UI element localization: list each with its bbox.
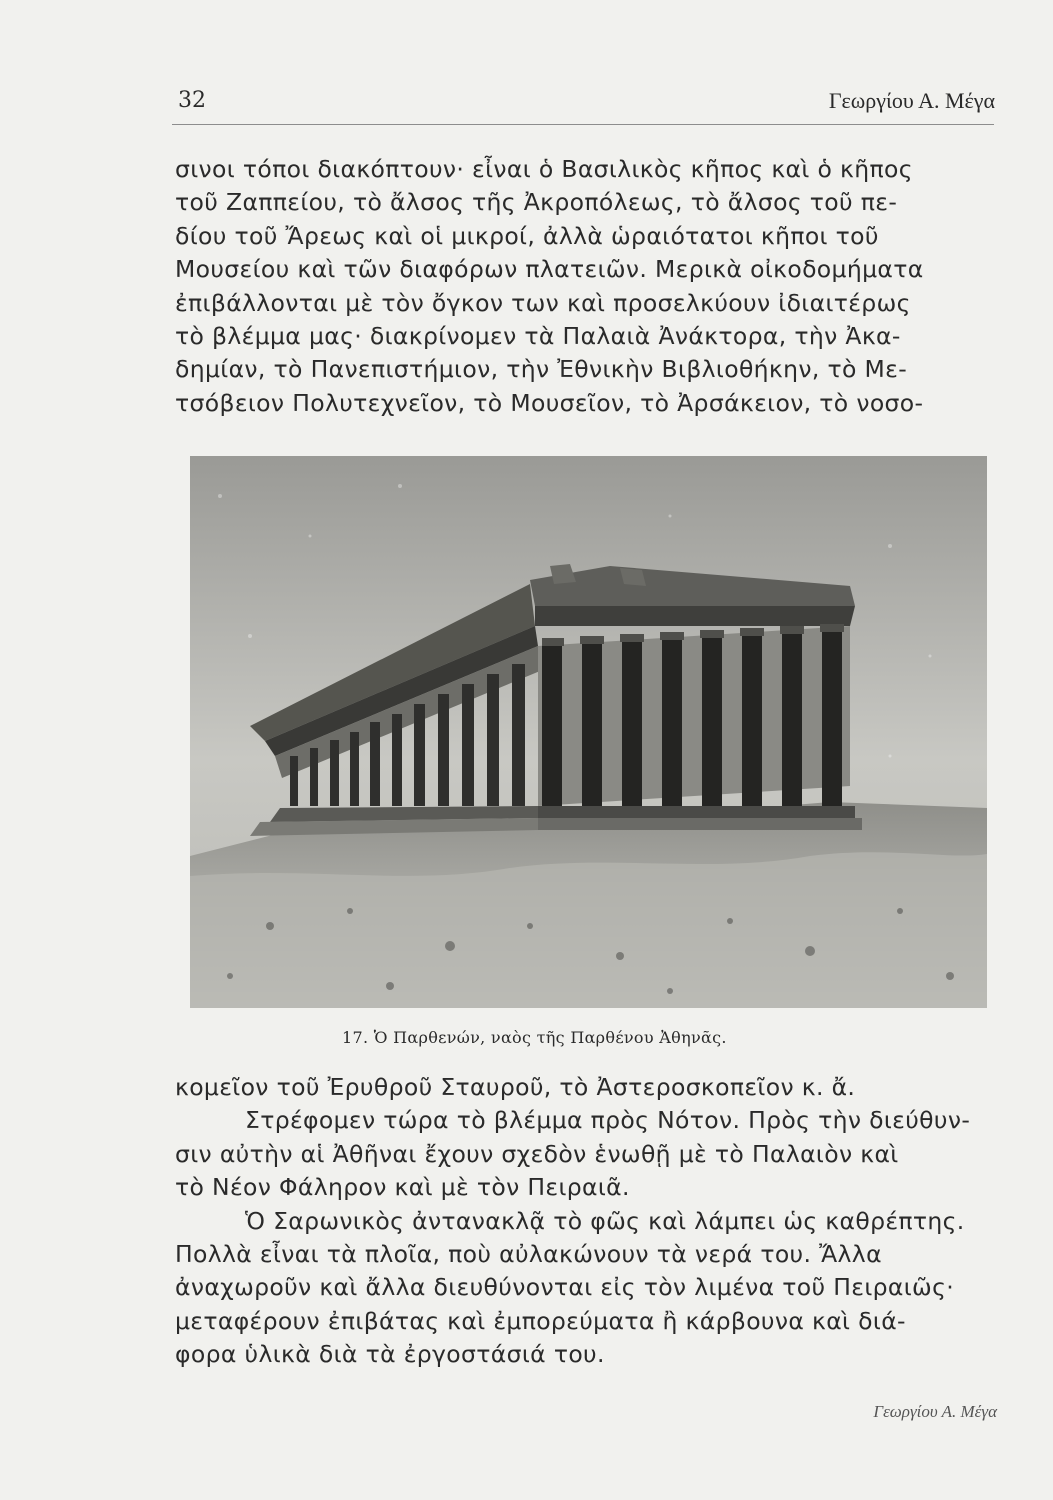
text-line: σινοι τόποι διακόπτουν· εἶναι ὁ Βασιλικὸς κῆπος καὶ ὁ κῆπος: [175, 155, 913, 183]
text-line: Ὁ Σαρωνικὸς ἀντανακλᾷ τὸ φῶς καὶ λάμπει ὡς καθρέπτης.: [245, 1206, 965, 1235]
text-line: τοῦ Ζαππείου, τὸ ἄλσος τῆς Ἀκροπόλεως, τὸ ἄλσος τοῦ πε-: [175, 188, 898, 217]
text-line: δίου τοῦ Ἄρεως καὶ οἱ μικροί, ἀλλὰ ὡραιότατοι κῆποι τοῦ: [175, 221, 879, 250]
body-text-bottom: [175, 1071, 1005, 1372]
text-line: τὸ βλέμμα μας· διακρίνομεν τὰ Παλαιὰ Ἀνάκτορα, τὴν Ἀκα-: [175, 321, 901, 350]
header-rule: [172, 124, 994, 125]
text-line: τὸ Νέον Φάληρον καὶ μὲ τὸν Πειραιᾶ.: [175, 1173, 630, 1202]
text-line: φορα ὑλικὰ διὰ τὰ ἐργοστάσιά του.: [175, 1340, 605, 1369]
text-line: τσόβειον Πολυτεχνεῖον, τὸ Μουσεῖον, τὸ Ἀρσάκειον, τὸ νοσο-: [175, 388, 924, 417]
figure-caption: 17. Ὁ Παρθενών, ναὸς τῆς Παρθένου Ἀθηνᾶς.: [342, 1028, 727, 1047]
text-line: σιν αὐτὴν αἱ Ἀθῆναι ἔχουν σχεδὸν ἑνωθῇ μὲ τὸ Παλαιὸν καὶ: [175, 1139, 899, 1168]
running-head: Γεωργίου Α. Μέγα: [828, 88, 995, 113]
text-line: μεταφέρουν ἐπιβάτας καὶ ἐμπορεύματα ἢ κάρβουνα καὶ διά-: [175, 1306, 906, 1335]
text-line: κομεῖον τοῦ Ἐρυθροῦ Σταυροῦ, τὸ Ἀστεροσκοπεῖον κ. ἄ.: [175, 1073, 856, 1101]
text-line: ἀναχωροῦν καὶ ἄλλα διευθύνονται εἰς τὸν λιμένα τοῦ Πειραιῶς·: [175, 1273, 955, 1302]
body-text-top: [175, 153, 1005, 420]
text-line: ἐπιβάλλονται μὲ τὸν ὄγκον των καὶ προσελκύουν ἰδιαιτέρως: [175, 288, 911, 317]
text-line: Στρέφομεν τώρα τὸ βλέμμα πρὸς Νότον. Πρὸς τὴν διεύθυν-: [245, 1106, 971, 1135]
footer-signature: Γεωργίου Α. Μέγα: [873, 1402, 997, 1421]
parthenon-photograph: [190, 456, 987, 1008]
text-line: Μουσείου καὶ τῶν διαφόρων πλατειῶν. Μερικὰ οἰκοδομήματα: [175, 255, 924, 284]
page-number: 32: [178, 88, 206, 113]
text-line: δημίαν, τὸ Πανεπιστήμιον, τὴν Ἐθνικὴν Βιβλιοθήκην, τὸ Με-: [175, 355, 908, 384]
text-line: Πολλὰ εἶναι τὰ πλοῖα, ποὺ αὐλακώνουν τὰ νερά του. Ἄλλα: [175, 1239, 882, 1268]
